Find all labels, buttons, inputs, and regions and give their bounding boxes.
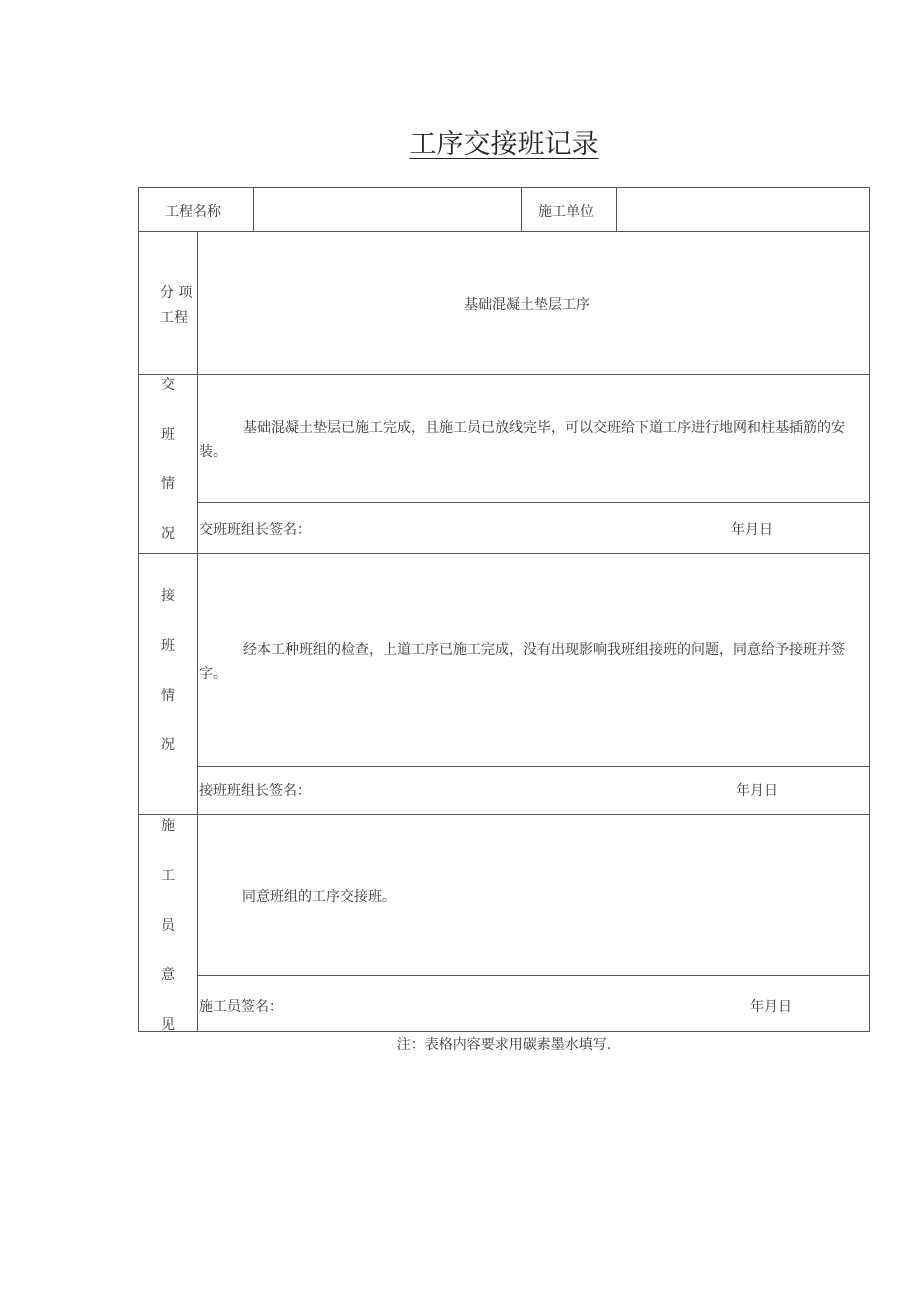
divider-handover-sign: [197, 502, 869, 503]
supervisor-date-label: 年月日: [750, 999, 792, 1015]
footnote: 注：表格内容要求用碳素墨水填写.: [396, 1037, 612, 1053]
handover-label-char-3: 情: [161, 476, 175, 492]
takeover-sign-label: 接班班组长签名：: [199, 783, 311, 799]
supervisor-label-char-5: 见: [161, 1017, 175, 1033]
takeover-label-char-1: 接: [161, 588, 175, 604]
handover-date-label: 年月日: [731, 522, 773, 538]
handover-form-table: [138, 187, 870, 1032]
handover-sign-label: 交班班组长签名：: [199, 522, 311, 538]
supervisor-sign-label: 施工员签名：: [199, 999, 283, 1015]
divider-takeover-sign: [197, 766, 869, 767]
row-divider-takeover: [139, 814, 869, 815]
takeover-label-char-3: 情: [161, 688, 175, 704]
construction-unit-label: 施工单位: [538, 204, 594, 220]
supervisor-label-char-1: 施: [161, 818, 175, 834]
supervisor-label-char-4: 意: [161, 967, 175, 983]
document-title: [0, 122, 920, 161]
supervisor-label-char-2: 工: [161, 868, 175, 884]
supervisor-label-char-3: 员: [161, 918, 175, 934]
takeover-label-char-2: 班: [161, 638, 175, 654]
row-divider-handover: [139, 553, 869, 554]
takeover-content: 经本工种班组的检查，上道工序已施工完成，没有出现影响我班组接班的问题，同意给予接班并签字。: [199, 642, 845, 682]
label-col-divider: [197, 231, 198, 1031]
subitem-value: 基础混凝土垫层工序: [464, 297, 590, 313]
supervisor-content: 同意班组的工序交接班。: [242, 889, 396, 905]
handover-label-char-1: 交: [161, 377, 175, 393]
row-divider-header: [139, 231, 869, 232]
header-col-divider-1: [253, 188, 254, 231]
divider-supervisor-sign: [197, 975, 869, 976]
takeover-date-label: 年月日: [736, 783, 778, 799]
subitem-label-line2: 工程: [160, 310, 188, 326]
header-col-divider-2: [521, 188, 522, 231]
document-title-text: 工序交接班记录: [409, 129, 599, 160]
takeover-label-char-4: 况: [161, 737, 175, 753]
handover-label-char-4: 况: [161, 526, 175, 542]
header-col-divider-3: [616, 188, 617, 231]
subitem-label-line1: 分 项: [160, 285, 193, 301]
handover-label-char-2: 班: [161, 427, 175, 443]
project-name-label: 工程名称: [165, 204, 221, 220]
handover-content: 基础混凝土垫层已施工完成，且施工员已放线完毕，可以交班给下道工序进行地网和柱基插筋的安装。: [199, 420, 845, 460]
row-divider-subitem: [139, 374, 869, 375]
